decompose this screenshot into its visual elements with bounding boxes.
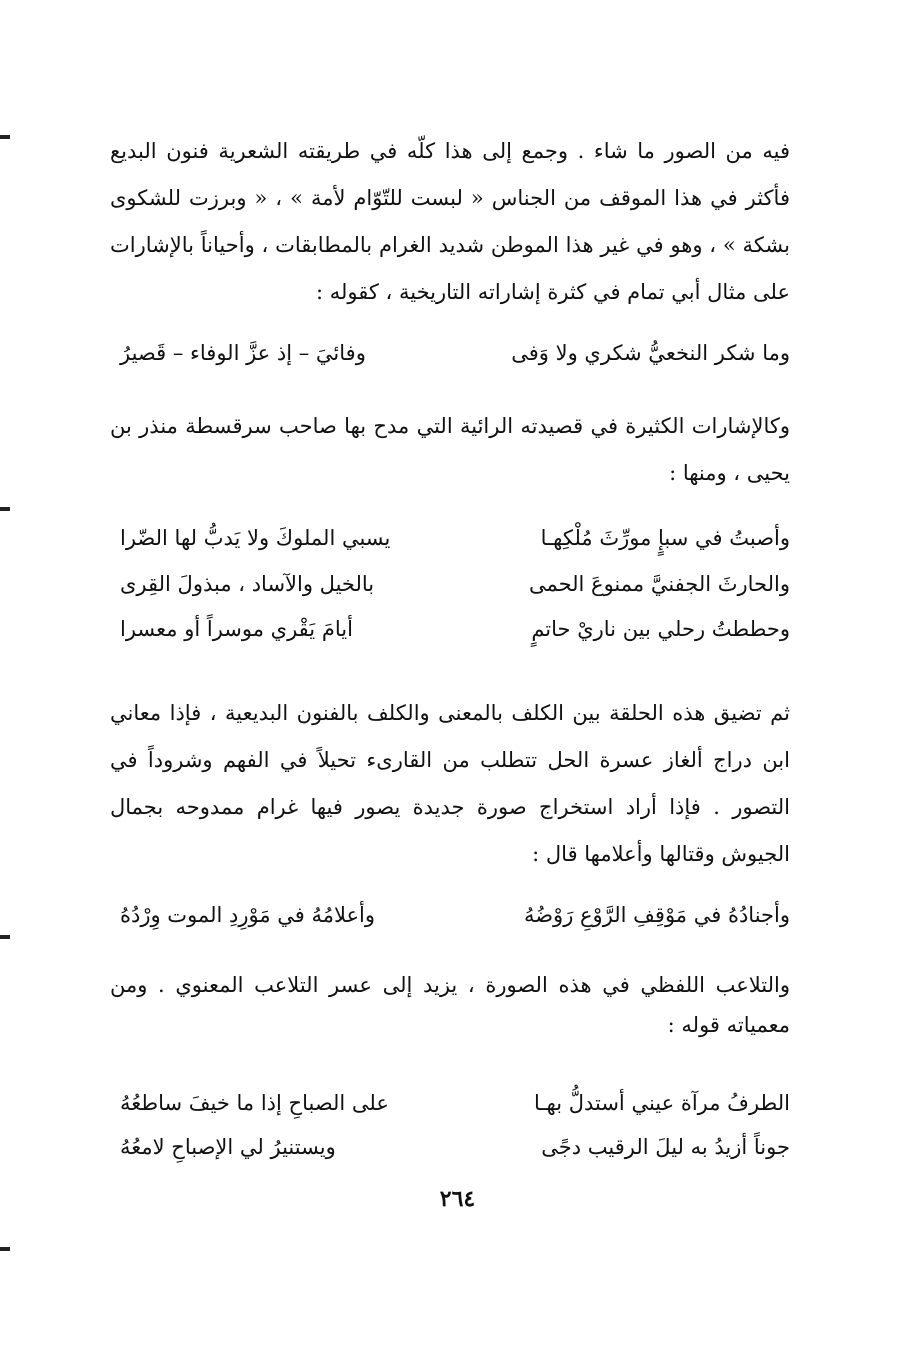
verse-first-hemistich: جوناً أزيدُ به ليلَ الرقيب دجًى: [541, 1135, 790, 1159]
verse-second-hemistich: ويستنيرُ لي الإصباحِ لامعُهُ: [120, 1135, 336, 1159]
verse-line: [110, 609, 790, 649]
verse-first-hemistich: وأجنادُهُ في مَوْقِفِ الرَّوْعِ رَوْضُهُ: [523, 903, 790, 927]
verse-line: [110, 895, 790, 935]
binding-mark: [0, 1247, 10, 1251]
verse-second-hemistich: بالخيل والآساد ، مبذولَ القِرى: [120, 572, 375, 596]
page-number: ٢٦٤: [439, 1186, 476, 1212]
verse-line: [110, 1083, 790, 1123]
verse-first-hemistich: الطرفُ مرآة عيني أستدلُّ بهـا: [533, 1091, 790, 1115]
binding-mark: [0, 935, 10, 939]
verse-line: [110, 1127, 790, 1167]
verse-second-hemistich: يسبي الملوكَ ولا يَدبُّ لها الضّرا: [120, 526, 391, 550]
verse-line: [110, 564, 790, 604]
verse-line: [110, 518, 790, 558]
binding-mark: [0, 507, 10, 511]
paragraph-references: وكالإشارات الكثيرة في قصيدته الرائية التي مدح بها صاحب سرقسطة منذر بن يحيى ، ومنها :: [110, 414, 790, 485]
verse-first-hemistich: وأصبتُ في سبإٍ مورِّثَ مُلْكِهـا: [540, 526, 790, 550]
verse-first-hemistich: وحططتُ رحلي بين ناريْ حاتمٍ: [531, 617, 790, 641]
paragraph-riddles: ثم تضيق هذه الحلقة بين الكلف بالمعنى والكلف بالفنون البديعية ، فإذا معاني ابن دراج ألغاز عسرة الحل تتطلب من القارىء تحيلاً في الفهم وشروداً في التصور . فإذا أراد استخراج صورة جديدة يصور فيها غرام ممدوحه بجمال الجيوش وقتالها وأعلامها قال :: [110, 701, 790, 866]
verse-second-hemistich: على الصباحِ إذا ما خيفَ ساطعُهُ: [120, 1091, 389, 1115]
paragraph-wordplay: والتلاعب اللفظي في هذه الصورة ، يزيد إلى عسر التلاعب المعنوي . ومن معمياته قوله :: [110, 973, 790, 1037]
verse-first-hemistich: وما شكر النخعيُّ شكري ولا وَفى: [511, 341, 790, 365]
binding-mark: [0, 135, 10, 139]
verse-first-hemistich: والحارثَ الجفنيَّ ممنوعَ الحمى: [528, 572, 790, 596]
verse-second-hemistich: وأعلامُهُ في مَوْرِدِ الموت وِرْدُهُ: [120, 903, 376, 927]
verse-second-hemistich: أيامَ يَقْري موسراً أو معسرا: [120, 617, 353, 641]
paragraph-intro: فيه من الصور ما شاء . وجمع إلى هذا كلّه في طريقته الشعرية فنون البديع فأكثر في هذا الموقف من الجناس « لبست للتّوّام لأمة » ، « وبرزت للشكوى بشكة » ، وهو في غير هذا الموطن شديد الغرام بالمطابقات ، وأحياناً بالإشارات على مثال أبي تمام في كثرة إشاراته التاريخية ، كقوله :: [110, 139, 790, 304]
verse-line: [110, 333, 790, 373]
verse-second-hemistich: وفائيَ – إذ عزَّ الوفاء – قَصيرُ: [120, 341, 366, 365]
